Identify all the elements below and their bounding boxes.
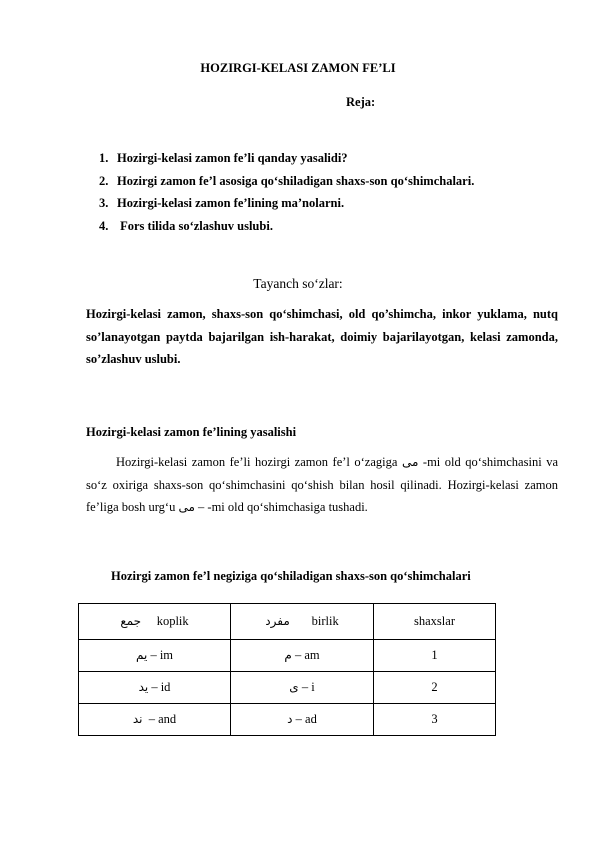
plan-item-number: 3. [99,196,109,210]
plan-item [99,192,474,215]
table-row [79,640,496,672]
plan-item-number: 4. [99,218,109,233]
plan-item [99,170,474,193]
body-text-2: -mi old qo‘shimchasini va so‘z oxiriga shaxs-son qo‘shimchasini qo‘shish bilan hosil qilinadi. Hozirgi-kelasi zamon fe’liga bosh urg‘u [86,455,558,514]
plan-item-number: 1. [99,151,109,165]
plan-item [99,147,474,170]
header-singular: مفرد birlik [231,604,374,640]
cell-singular: د – ad [231,704,374,736]
page-title: HOZIRGI-KELASI ZAMON FE’LI [200,61,396,75]
header-plural: جمع koplik [79,604,231,640]
cell-plural: ند – and [79,704,231,736]
header-person: shaxslar [374,604,496,640]
arabic-prefix-mi: می [401,455,419,469]
plan-item-text: Fors tilida so‘zlashuv uslubi. [117,218,273,233]
plan-list [99,147,474,237]
cell-person: 1 [374,640,496,672]
cell-singular: م – am [231,640,374,672]
cell-plural: یم – im [79,640,231,672]
body-text-3: – -mi old qo‘shimchasiga tushadi. [194,500,368,514]
arabic-prefix-mi: می [178,500,195,514]
plan-heading: Reja: [346,95,376,109]
keywords-paragraph: Hozirgi-kelasi zamon, shaxs-son qo‘shimchasi, old qo’shimcha, inkor yuklama, nutq so’lanayotgan paytda bajarilgan ish-harakat, doimiy bajarilayotgan, kelasi zamonda, so’zlashuv uslubi. [86,307,558,366]
table-header-row [79,604,496,640]
table-title: Hozirgi zamon fe’l negiziga qo‘shiladigan shaxs-son qo‘shimchalari [111,569,471,583]
cell-person: 2 [374,672,496,704]
body-text-1: Hozirgi-kelasi zamon fe’li hozirgi zamon fe’l o‘zagiga [116,455,402,469]
cell-plural: ید – id [79,672,231,704]
plan-item-text: Hozirgi zamon fe’l asosiga qo‘shiladigan shaxs-son qo‘shimchalari. [117,173,475,188]
plan-item-number: 2. [99,173,109,188]
body-paragraph [86,451,558,519]
table-row [79,672,496,704]
plan-item [99,215,474,238]
plan-item-text: Hozirgi-kelasi zamon fe’li qanday yasalidi? [117,151,348,165]
table-row [79,704,496,736]
keywords-heading: Tayanch so‘zlar: [253,276,343,291]
cell-person: 3 [374,704,496,736]
cell-singular: ی – i [231,672,374,704]
plan-item-text: Hozirgi-kelasi zamon fe’lining ma’nolarni. [117,196,345,210]
suffix-table [78,603,496,736]
section-title: Hozirgi-kelasi zamon fe’lining yasalishi [86,425,297,439]
